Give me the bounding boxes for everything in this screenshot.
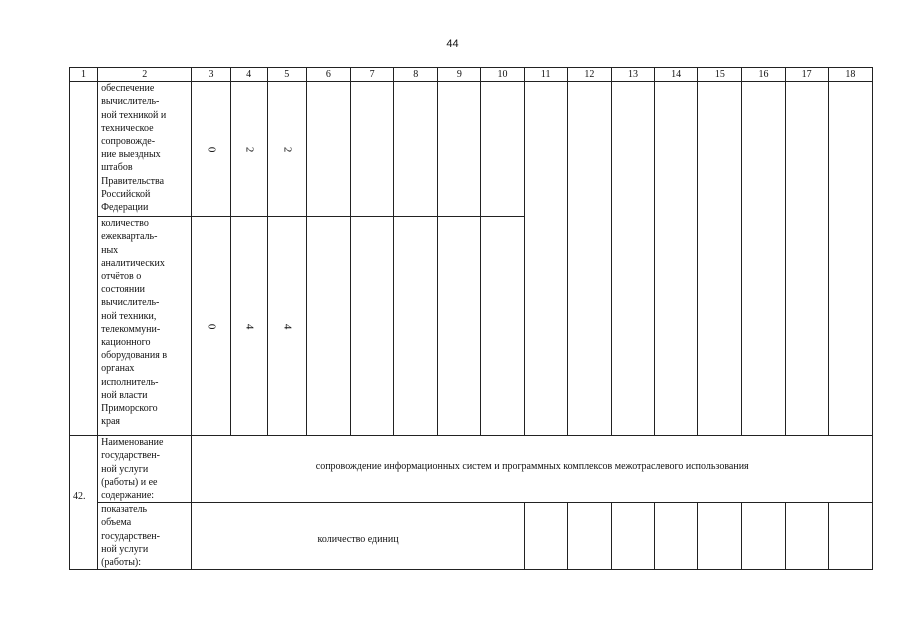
header-cell: 9 bbox=[438, 68, 481, 82]
empty-cell bbox=[351, 82, 394, 217]
header-cell: 10 bbox=[481, 68, 524, 82]
empty-cell bbox=[567, 82, 611, 436]
empty-cell bbox=[742, 503, 785, 570]
header-cell: 14 bbox=[655, 68, 698, 82]
empty-cell bbox=[524, 82, 567, 436]
empty-cell bbox=[524, 503, 567, 570]
header-cell: 3 bbox=[192, 68, 230, 82]
empty-cell bbox=[481, 82, 524, 217]
row-number-cell: 42. bbox=[70, 436, 98, 503]
header-cell: 4 bbox=[230, 68, 267, 82]
header-cell: 2 bbox=[98, 68, 192, 82]
document-table bbox=[69, 67, 873, 570]
empty-cell bbox=[611, 82, 654, 436]
header-cell: 6 bbox=[306, 68, 350, 82]
header-cell: 18 bbox=[828, 68, 872, 82]
empty-cell bbox=[306, 217, 350, 436]
value-cell: 4 bbox=[230, 217, 267, 436]
empty-cell bbox=[438, 217, 481, 436]
value-cell: 2 bbox=[230, 82, 267, 217]
empty-cell bbox=[394, 217, 438, 436]
empty-cell bbox=[828, 503, 872, 570]
empty-cell bbox=[698, 82, 742, 436]
empty-cell bbox=[655, 82, 698, 436]
header-cell: 16 bbox=[742, 68, 785, 82]
header-cell: 13 bbox=[611, 68, 654, 82]
empty-cell bbox=[828, 82, 872, 436]
description-cell: Наименование государствен- ной услуги (работы) и ее содержание: bbox=[98, 436, 192, 503]
value-cell: 0 bbox=[192, 217, 230, 436]
empty-cell bbox=[698, 503, 742, 570]
header-cell: 17 bbox=[785, 68, 828, 82]
unit-cell: количество единиц bbox=[192, 503, 524, 570]
header-cell: 15 bbox=[698, 68, 742, 82]
service-name-cell: сопровождение информационных систем и программных комплексов межотраслевого использования bbox=[192, 436, 873, 503]
header-row bbox=[70, 68, 873, 82]
empty-cell bbox=[785, 82, 828, 436]
empty-cell bbox=[351, 217, 394, 436]
value-cell: 2 bbox=[267, 82, 306, 217]
header-cell: 7 bbox=[351, 68, 394, 82]
value-cell: 0 bbox=[192, 82, 230, 217]
header-cell: 5 bbox=[267, 68, 306, 82]
empty-cell bbox=[481, 217, 524, 436]
empty-cell bbox=[567, 503, 611, 570]
row-number-cell bbox=[70, 503, 98, 570]
empty-cell bbox=[785, 503, 828, 570]
table-row bbox=[70, 82, 873, 217]
empty-cell bbox=[742, 82, 785, 436]
table-row bbox=[70, 503, 873, 570]
table-row bbox=[70, 436, 873, 503]
description-cell: показатель объема государствен- ной услуги (работы): bbox=[98, 503, 192, 570]
empty-cell bbox=[394, 82, 438, 217]
page-number: 44 bbox=[446, 38, 459, 50]
empty-cell bbox=[655, 503, 698, 570]
empty-cell bbox=[306, 82, 350, 217]
header-cell: 8 bbox=[394, 68, 438, 82]
description-cell: обеспечение вычислитель- ной техникой и техническое сопровожде- ние выездных штабов Правительства Российской Федерации bbox=[98, 82, 192, 217]
header-cell: 1 bbox=[70, 68, 98, 82]
empty-cell bbox=[438, 82, 481, 217]
header-cell: 11 bbox=[524, 68, 567, 82]
value-cell: 4 bbox=[267, 217, 306, 436]
empty-cell bbox=[611, 503, 654, 570]
description-cell: количество ежекварталь- ных аналитических отчётов о состоянии вычислитель- ной техники, телекоммуни- кационного оборудования в органах исполнитель- ной власти Приморского края bbox=[98, 217, 192, 436]
header-cell: 12 bbox=[567, 68, 611, 82]
row-number-cell bbox=[70, 82, 98, 436]
